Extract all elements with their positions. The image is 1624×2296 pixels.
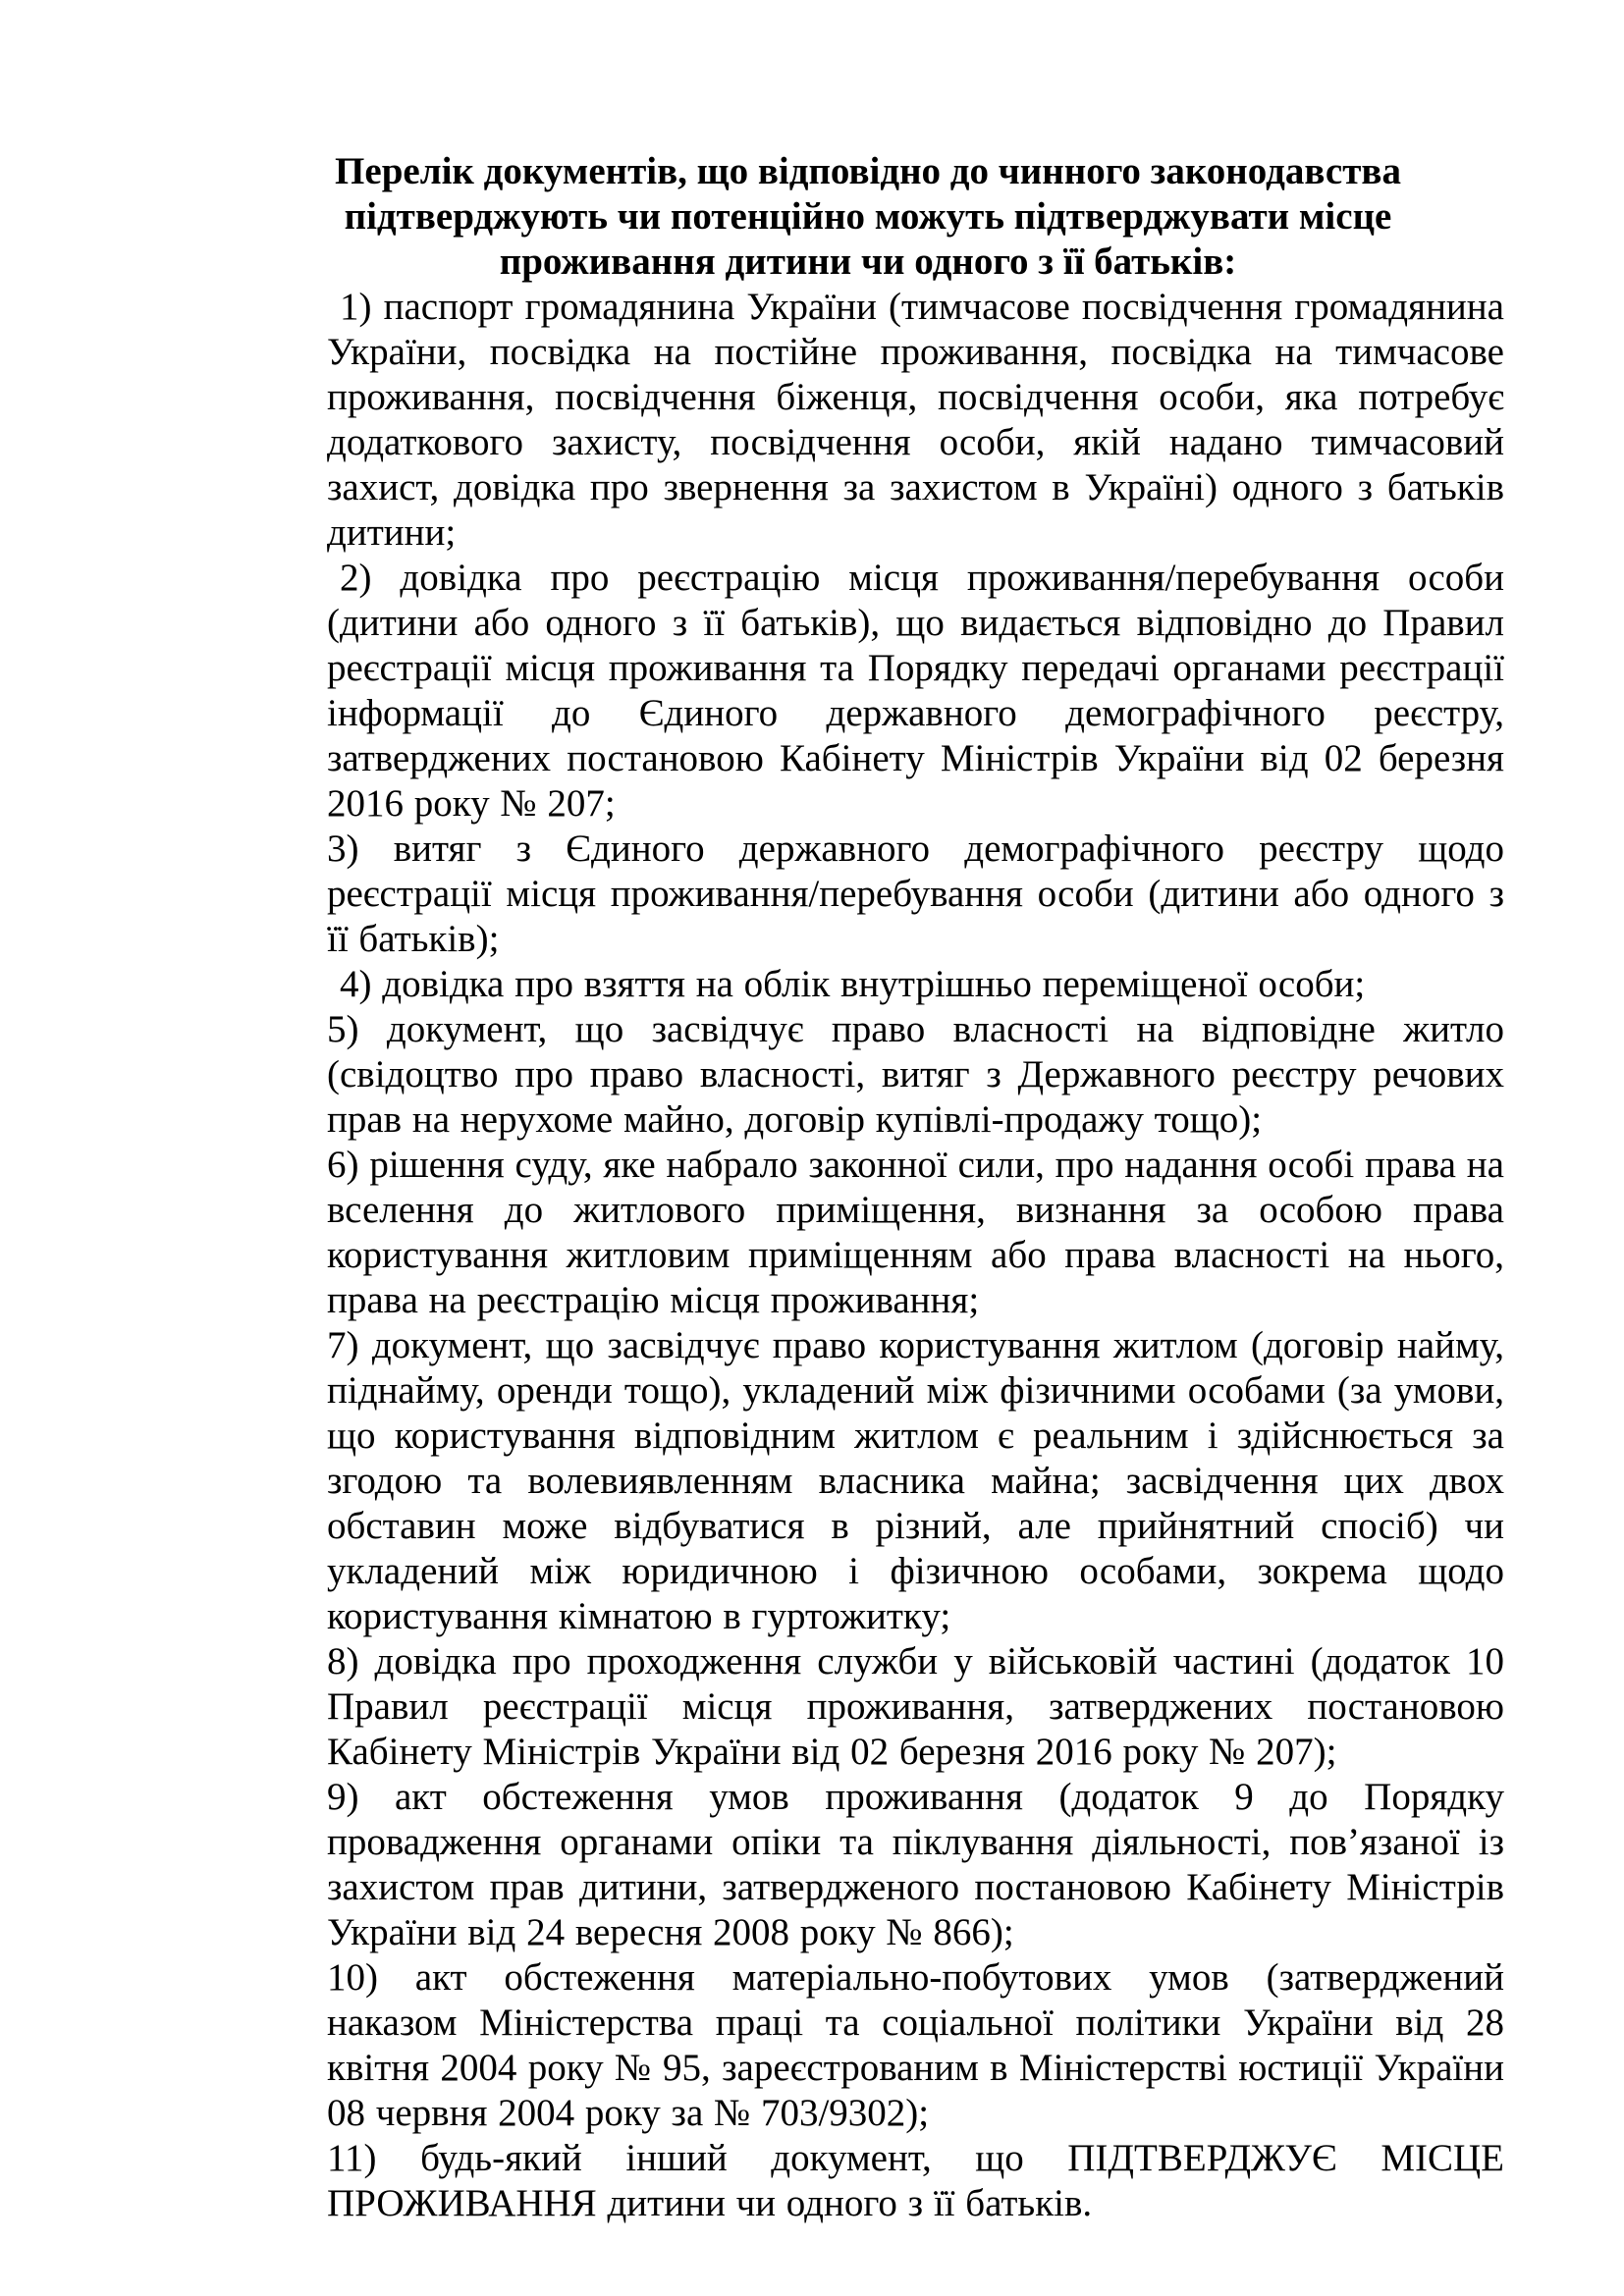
list-item-11: 11) будь-який інший документ, що ПІДТВЕРДЖУЄ МІСЦЕ ПРОЖИВАННЯ дитини чи одного з її батьків. [327, 2137, 1504, 2224]
document-title: Перелік документів, що відповідно до чинного законодавства підтверджують чи потенційно можуть підтверджувати місце проживання дитини чи одного з її батьків: [335, 150, 1401, 283]
list-item-6: 6) рішення суду, яке набрало законної сили, про надання особі права на вселення до житлового приміщення, визнання за особою права користування житловим приміщенням або права власності на нього, права на реєстрацію місця проживання; [327, 1144, 1504, 1321]
list-item-1: 1) паспорт громадянина України (тимчасове посвідчення громадянина України, посвідка на постійне проживання, посвідка на тимчасове проживання, посвідчення біженця, посвідчення особи, яка потребує додаткового захисту, посвідчення особи, якій надано тимчасовий захист, довідка про звернення за захистом в Україні) одного з батьків дитини; [327, 286, 1504, 554]
document-content [232, 149, 1504, 2226]
list-item-3: 3) витяг з Єдиного державного демографічного реєстру щодо реєстрації місця проживання/перебування особи (дитини або одного з її батьків); [327, 828, 1504, 960]
list-item-9: 9) акт обстеження умов проживання (додаток 9 до Порядку провадження органами опіки та піклування діяльності, пов’язаної із захистом прав дитини, затвердженого постановою Кабінету Міністрів України від 24 вересня 2008 року № 866); [327, 1776, 1504, 1953]
document-list [327, 285, 1504, 2226]
list-item-4: 4) довідка про взяття на облік внутрішньо переміщеної особи; [340, 963, 1366, 1005]
list-item-2: 2) довідка про реєстрацію місця проживання/перебування особи (дитини або одного з її батьків), що видається відповідно до Правил реєстрації місця проживання та Порядку передачі органами реєстрації інформації до Єдиного державного демографічного реєстру, затверджених постановою Кабінету Міністрів України від 02 березня 2016 року № 207; [327, 557, 1504, 825]
list-item-5: 5) документ, що засвідчує право власності на відповідне житло (свідоцтво про право власності, витяг з Державного реєстру речових прав на нерухоме майно, договір купівлі-продажу тощо); [327, 1008, 1504, 1141]
list-item-8: 8) довідка про проходження служби у військовій частині (додаток 10 Правил реєстрації місця проживання, затверджених постановою Кабінету Міністрів України від 02 березня 2016 року № 207); [327, 1640, 1504, 1773]
list-item-7: 7) документ, що засвідчує право користування житлом (договір найму, піднайму, оренди тощо), укладений між фізичними особами (за умови, що користування відповідним житлом є реальним і здійснюється за згодою та волевиявленням власника майна; засвідчення цих двох обставин може відбуватися в різний, але прийнятний спосіб) чи укладений між юридичною і фізичною особами, зокрема щодо користування кімнатою в гуртожитку; [327, 1324, 1504, 1637]
list-item-10: 10) акт обстеження матеріально-побутових умов (затверджений наказом Міністерства праці та соціальної політики України від 28 квітня 2004 року № 95, зареєстрованим в Міністерстві юстиції України 08 червня 2004 року за № 703/9302); [327, 1956, 1504, 2134]
